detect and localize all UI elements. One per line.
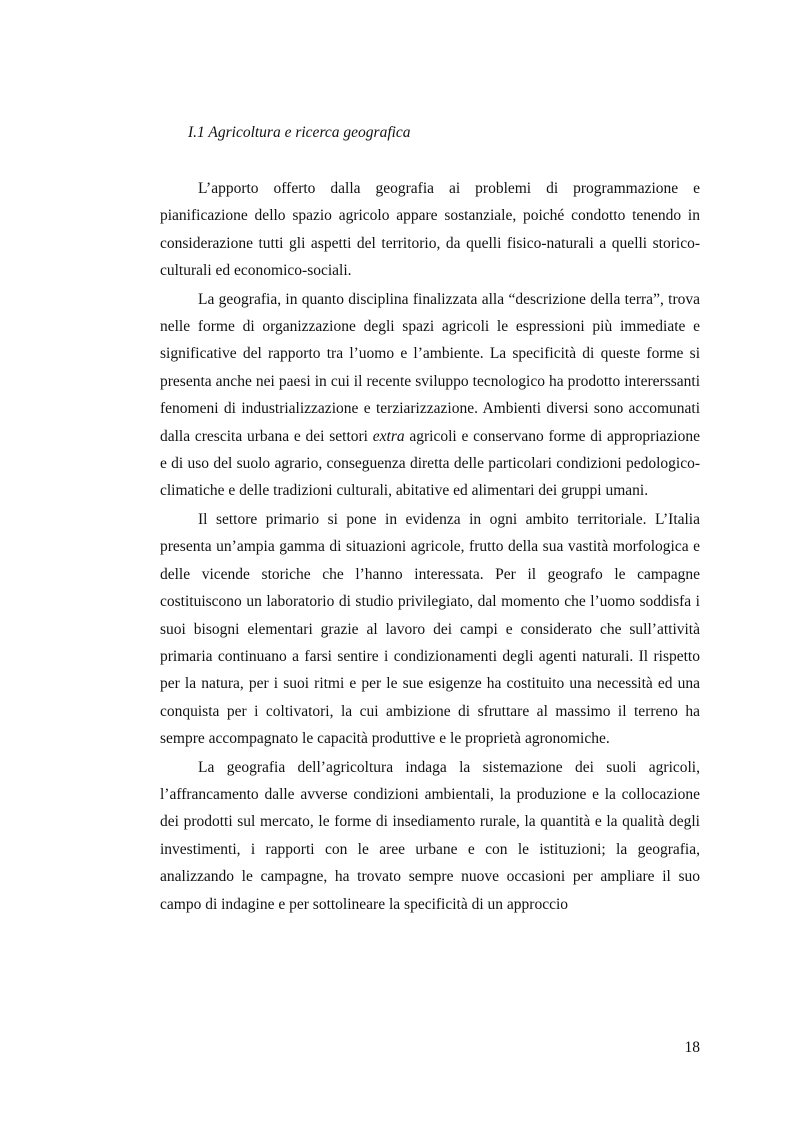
document-page: [160, 0, 700, 1123]
paragraph-4: La geografia dell’agricoltura indaga la sistemazione dei suoli agricoli, l’affrancamento dalle avverse condizioni ambientali, la produzione e la collocazione dei prodotti sul mercato, le forme di insediamento rurale, la quantità e la qualità degli investimenti, i rapporti con le aree urbane e con le istituzioni; la geografia, analizzando le campagne, ha trovato sempre nuove occasioni per ampliare il suo campo di indagine e per sottolineare la specificità di un approccio: [160, 758, 700, 913]
paragraph-2-text-after: agricoli e conservano forme di appropriazione e di uso del suolo agrario, conseguenza diretta delle particolari condizioni pedologico-climatiche e delle tradizioni culturali, abitative ed alimentari dei gruppi umani.: [160, 427, 700, 500]
paragraph-1: L’apporto offerto dalla geografia ai problemi di programmazione e pianificazione dello spazio agricolo appare sostanziale, poiché condotto tenendo in considerazione tutti gli aspetti del territorio, da quelli fisico-naturali a quelli storico-culturali ed economico-sociali.: [160, 180, 700, 280]
body-text: [160, 175, 700, 919]
section-heading: I.1 Agricoltura e ricerca geografica: [188, 124, 411, 141]
page-number: 18: [684, 1039, 700, 1056]
paragraph-3: Il settore primario si pone in evidenza in ogni ambito territoriale. L’Italia presenta un’ampia gamma di situazioni agricole, frutto della sua vastità morfologica e delle vicende storiche che l’hanno interessata. Per il geografo le campagne costituiscono un laboratorio di studio privilegiato, dal momento che l’uomo soddisfa i suoi bisogni elementari grazie al lavoro dei campi e considerato che sull’attività primaria continuano a farsi sentire i condizionamenti degli agenti naturali. Il rispetto per la natura, per i suoi ritmi e per le sue esigenze ha costituito una necessità ed una conquista per i coltivatori, la cui ambizione di sfruttare al massimo il terreno ha sempre accompagnato le capacità produttive e le proprietà agronomiche.: [160, 510, 700, 748]
paragraph-2-text-before: La geografia, in quanto disciplina finalizzata alla “descrizione della terra”, trova nelle forme di organizzazione degli spazi agricoli le espressioni più immediate e significative del rapporto tra l’uomo e l’ambiente. La specificità di queste forme si presenta anche nei paesi in cui il recente sviluppo tecnologico ha prodotto intererssanti fenomeni di industrializzazione e terziarizzazione. Ambienti diversi sono accomunati dalla crescita urbana e dei settori: [160, 290, 700, 445]
paragraph-2-emphasis: extra: [372, 427, 405, 445]
paragraph-2: [160, 286, 700, 505]
